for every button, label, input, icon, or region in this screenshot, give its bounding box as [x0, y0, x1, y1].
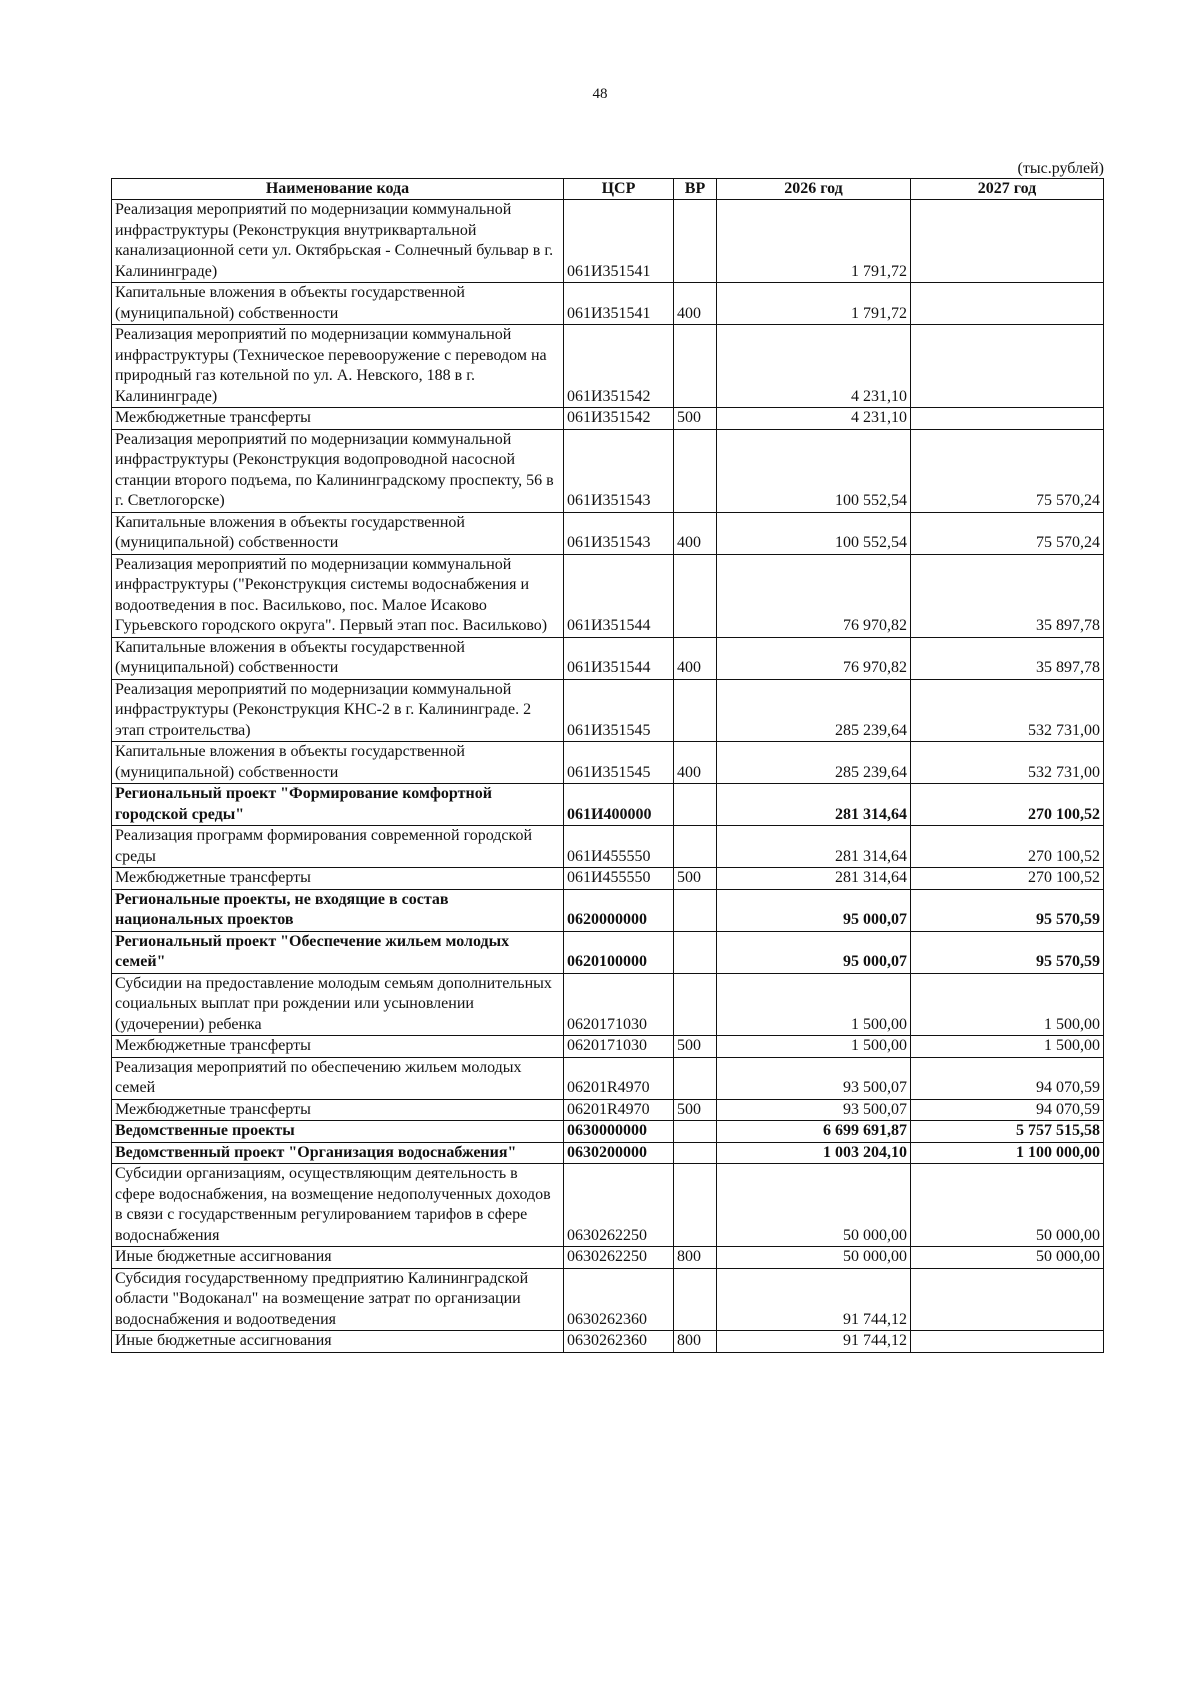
table-row — [112, 1121, 1104, 1143]
cell-csr: 061И351541 — [564, 283, 674, 325]
cell-2026: 4 231,10 — [717, 408, 911, 430]
cell-name: Субсидии организациям, осуществляющим деятельность в сфере водоснабжения, на возмещение недополученных доходов в связи с государственным регулированием тарифов в сфере водоснабжения — [112, 1164, 564, 1247]
table-row — [112, 325, 1104, 408]
cell-2026: 91 744,12 — [717, 1268, 911, 1331]
cell-2027: 270 100,52 — [911, 784, 1104, 826]
table-row — [112, 200, 1104, 283]
cell-2026: 1 003 204,10 — [717, 1142, 911, 1164]
table-row — [112, 931, 1104, 973]
cell-csr: 061И351542 — [564, 325, 674, 408]
table-row — [112, 973, 1104, 1036]
cell-name: Реализация мероприятий по модернизации коммунальной инфраструктуры (Реконструкция внутриквартальной канализационной сети ул. Октябрьская - Солнечный бульвар в г. Калининграде) — [112, 200, 564, 283]
cell-csr: 0620171030 — [564, 973, 674, 1036]
cell-vr: 800 — [674, 1331, 717, 1353]
cell-name: Ведомственные проекты — [112, 1121, 564, 1143]
cell-vr — [674, 1164, 717, 1247]
cell-csr: 0620000000 — [564, 889, 674, 931]
cell-name: Иные бюджетные ассигнования — [112, 1247, 564, 1269]
table-row — [112, 1268, 1104, 1331]
cell-2027: 1 500,00 — [911, 1036, 1104, 1058]
table-row — [112, 679, 1104, 742]
cell-vr: 500 — [674, 1099, 717, 1121]
table-row — [112, 1036, 1104, 1058]
cell-name: Иные бюджетные ассигнования — [112, 1331, 564, 1353]
cell-name: Реализация мероприятий по модернизации коммунальной инфраструктуры (Реконструкция водопроводной насосной станции второго подъема, по Калининградскому проспекту, 56 в г. Светлогорске) — [112, 429, 564, 512]
cell-csr: 06201R4970 — [564, 1099, 674, 1121]
header-vr: ВР — [674, 179, 717, 200]
cell-csr: 061И351544 — [564, 637, 674, 679]
cell-2026: 50 000,00 — [717, 1164, 911, 1247]
cell-2026: 1 791,72 — [717, 283, 911, 325]
cell-csr: 061И351545 — [564, 679, 674, 742]
cell-2026: 95 000,07 — [717, 931, 911, 973]
cell-vr — [674, 679, 717, 742]
cell-name: Капитальные вложения в объекты государственной (муниципальной) собственности — [112, 283, 564, 325]
cell-2027 — [911, 1331, 1104, 1353]
cell-vr: 400 — [674, 512, 717, 554]
table-row — [112, 283, 1104, 325]
cell-vr — [674, 429, 717, 512]
cell-name: Межбюджетные трансферты — [112, 868, 564, 890]
cell-name: Реализация мероприятий по обеспечению жильем молодых семей — [112, 1057, 564, 1099]
cell-2027 — [911, 200, 1104, 283]
table-row — [112, 554, 1104, 637]
cell-csr: 061И455550 — [564, 868, 674, 890]
cell-vr: 400 — [674, 742, 717, 784]
cell-vr — [674, 1268, 717, 1331]
cell-vr — [674, 973, 717, 1036]
table-row — [112, 784, 1104, 826]
cell-2027: 95 570,59 — [911, 889, 1104, 931]
table-row — [112, 742, 1104, 784]
table-row — [112, 637, 1104, 679]
cell-name: Субсидия государственному предприятию Калининградской области "Водоканал" на возмещение затрат по организации водоснабжения и водоотведения — [112, 1268, 564, 1331]
cell-2026: 6 699 691,87 — [717, 1121, 911, 1143]
cell-2026: 285 239,64 — [717, 742, 911, 784]
table-row — [112, 429, 1104, 512]
cell-2027: 50 000,00 — [911, 1247, 1104, 1269]
cell-2026: 1 791,72 — [717, 200, 911, 283]
cell-csr: 061И351543 — [564, 512, 674, 554]
cell-vr — [674, 826, 717, 868]
cell-csr: 0620100000 — [564, 931, 674, 973]
cell-vr — [674, 1057, 717, 1099]
cell-vr: 800 — [674, 1247, 717, 1269]
cell-vr — [674, 1121, 717, 1143]
cell-2027: 1 500,00 — [911, 973, 1104, 1036]
cell-2027: 532 731,00 — [911, 679, 1104, 742]
table-row — [112, 1142, 1104, 1164]
cell-2027: 35 897,78 — [911, 637, 1104, 679]
cell-2027 — [911, 408, 1104, 430]
cell-2027 — [911, 283, 1104, 325]
cell-2027 — [911, 1268, 1104, 1331]
header-2027: 2027 год — [911, 179, 1104, 200]
cell-vr — [674, 784, 717, 826]
cell-2027: 75 570,24 — [911, 429, 1104, 512]
cell-csr: 0630262250 — [564, 1247, 674, 1269]
cell-csr: 0630262250 — [564, 1164, 674, 1247]
cell-vr — [674, 931, 717, 973]
cell-csr: 061И455550 — [564, 826, 674, 868]
cell-name: Реализация мероприятий по модернизации коммунальной инфраструктуры (Техническое перевооружение с переводом на природный газ котельной по ул. А. Невского, 188 в г. Калининграде) — [112, 325, 564, 408]
budget-table — [111, 178, 1104, 1353]
cell-2027: 270 100,52 — [911, 868, 1104, 890]
table-row — [112, 826, 1104, 868]
page-number: 48 — [592, 86, 608, 102]
cell-name: Субсидии на предоставление молодым семьям дополнительных социальных выплат при рождении или усыновлении (удочерении) ребенка — [112, 973, 564, 1036]
cell-name: Региональный проект "Обеспечение жильем молодых семей" — [112, 931, 564, 973]
cell-name: Межбюджетные трансферты — [112, 1036, 564, 1058]
header-2026: 2026 год — [717, 179, 911, 200]
cell-vr — [674, 554, 717, 637]
cell-2026: 4 231,10 — [717, 325, 911, 408]
cell-2026: 76 970,82 — [717, 637, 911, 679]
header-name: Наименование кода — [112, 179, 564, 200]
cell-name: Реализация мероприятий по модернизации коммунальной инфраструктуры ("Реконструкция системы водоснабжения и водоотведения в пос. Васильково, пос. Малое Исаково Гурьевского городского округа". Первый этап пос. Васильково) — [112, 554, 564, 637]
table-row — [112, 868, 1104, 890]
cell-csr: 0630000000 — [564, 1121, 674, 1143]
table-body — [112, 200, 1104, 1353]
cell-vr: 400 — [674, 637, 717, 679]
cell-2026: 76 970,82 — [717, 554, 911, 637]
cell-vr — [674, 1142, 717, 1164]
cell-2026: 100 552,54 — [717, 512, 911, 554]
cell-2026: 91 744,12 — [717, 1331, 911, 1353]
cell-csr: 061И351545 — [564, 742, 674, 784]
table-row — [112, 1331, 1104, 1353]
header-row — [112, 179, 1104, 200]
cell-name: Ведомственный проект "Организация водоснабжения" — [112, 1142, 564, 1164]
table-row — [112, 1247, 1104, 1269]
cell-2027: 94 070,59 — [911, 1099, 1104, 1121]
table-row — [112, 1099, 1104, 1121]
table-row — [112, 512, 1104, 554]
cell-name: Региональный проект "Формирование комфортной городской среды" — [112, 784, 564, 826]
cell-name: Региональные проекты, не входящие в состав национальных проектов — [112, 889, 564, 931]
units-label: (тыс.рублей) — [1017, 160, 1104, 177]
table-row — [112, 1057, 1104, 1099]
cell-vr: 500 — [674, 868, 717, 890]
cell-vr: 500 — [674, 408, 717, 430]
cell-csr: 061И351543 — [564, 429, 674, 512]
cell-name: Капитальные вложения в объекты государственной (муниципальной) собственности — [112, 512, 564, 554]
cell-csr: 061И400000 — [564, 784, 674, 826]
cell-csr: 0620171030 — [564, 1036, 674, 1058]
cell-vr — [674, 889, 717, 931]
table-row — [112, 408, 1104, 430]
cell-name: Реализация мероприятий по модернизации коммунальной инфраструктуры (Реконструкция КНС-2 в г. Калининграде. 2 этап строительства) — [112, 679, 564, 742]
cell-2026: 95 000,07 — [717, 889, 911, 931]
cell-name: Капитальные вложения в объекты государственной (муниципальной) собственности — [112, 742, 564, 784]
cell-2026: 281 314,64 — [717, 826, 911, 868]
cell-2026: 100 552,54 — [717, 429, 911, 512]
cell-2026: 1 500,00 — [717, 973, 911, 1036]
cell-2027: 75 570,24 — [911, 512, 1104, 554]
cell-2027: 95 570,59 — [911, 931, 1104, 973]
cell-csr: 061И351544 — [564, 554, 674, 637]
cell-name: Капитальные вложения в объекты государственной (муниципальной) собственности — [112, 637, 564, 679]
cell-csr: 06201R4970 — [564, 1057, 674, 1099]
cell-2027: 50 000,00 — [911, 1164, 1104, 1247]
table-row — [112, 1164, 1104, 1247]
cell-2027: 94 070,59 — [911, 1057, 1104, 1099]
cell-2026: 93 500,07 — [717, 1057, 911, 1099]
cell-vr — [674, 325, 717, 408]
cell-2027: 35 897,78 — [911, 554, 1104, 637]
cell-2026: 281 314,64 — [717, 868, 911, 890]
cell-name: Реализация программ формирования современной городской среды — [112, 826, 564, 868]
cell-2027: 270 100,52 — [911, 826, 1104, 868]
table-row — [112, 889, 1104, 931]
cell-csr: 061И351542 — [564, 408, 674, 430]
cell-2027: 1 100 000,00 — [911, 1142, 1104, 1164]
cell-vr — [674, 200, 717, 283]
cell-2026: 93 500,07 — [717, 1099, 911, 1121]
cell-name: Межбюджетные трансферты — [112, 408, 564, 430]
cell-2027 — [911, 325, 1104, 408]
header-csr: ЦСР — [564, 179, 674, 200]
cell-name: Межбюджетные трансферты — [112, 1099, 564, 1121]
cell-2026: 281 314,64 — [717, 784, 911, 826]
cell-vr: 500 — [674, 1036, 717, 1058]
cell-csr: 0630262360 — [564, 1331, 674, 1353]
cell-csr: 0630200000 — [564, 1142, 674, 1164]
cell-csr: 0630262360 — [564, 1268, 674, 1331]
table-header — [112, 179, 1104, 200]
cell-2027: 5 757 515,58 — [911, 1121, 1104, 1143]
cell-2026: 50 000,00 — [717, 1247, 911, 1269]
cell-2027: 532 731,00 — [911, 742, 1104, 784]
cell-2026: 285 239,64 — [717, 679, 911, 742]
cell-2026: 1 500,00 — [717, 1036, 911, 1058]
cell-csr: 061И351541 — [564, 200, 674, 283]
cell-vr: 400 — [674, 283, 717, 325]
